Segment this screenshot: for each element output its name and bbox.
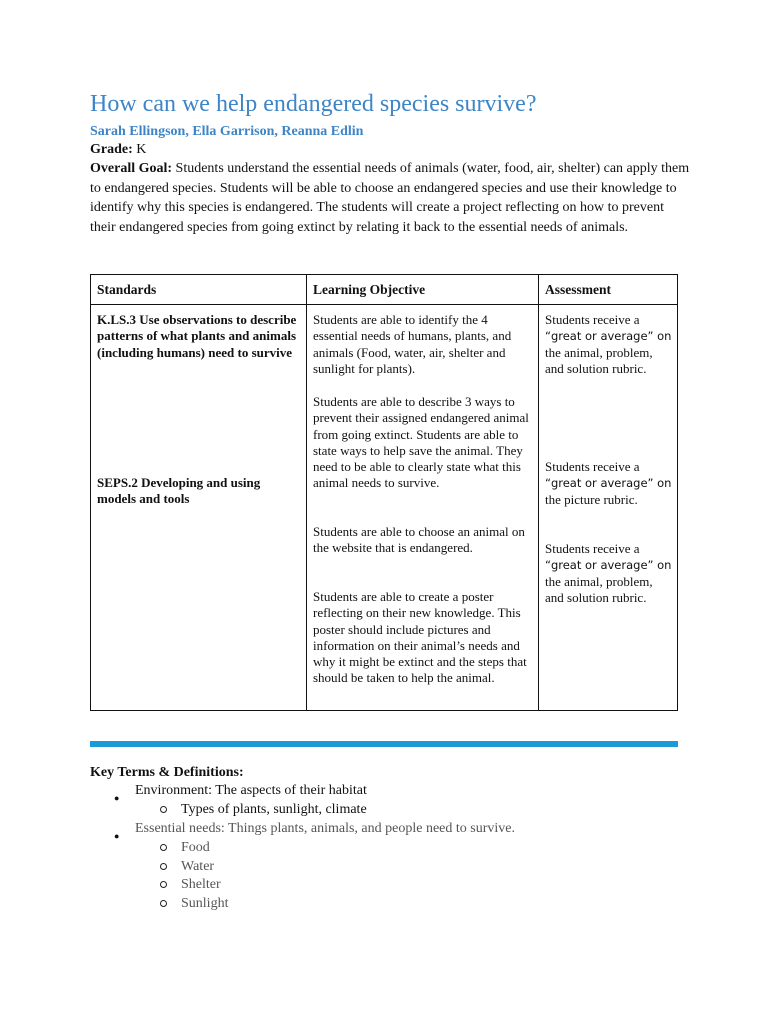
term-environment: Environment: The aspects of their habitat (135, 783, 367, 798)
overall-goal (90, 159, 690, 237)
authors: Sarah Ellingson, Ella Garrison, Reanna Edlin (90, 124, 364, 139)
essential-need-item: Food (181, 840, 210, 855)
objective-4: Students are able to create a poster reflecting on their new knowledge. This poster should include pictures and information on their animal’s needs and why it might be extinct and the steps that should be taken to help the animal. (313, 589, 527, 686)
term-environment-sub: Types of plants, sunlight, climate (181, 802, 367, 817)
circle-bullet-icon (160, 806, 167, 813)
essential-need-item: Shelter (181, 877, 221, 892)
objective-2: Students are able to describe 3 ways to prevent their assigned endangered animal from going extinct. Students are able to state ways to help save the animal. They need to be able to clearly state what this animal needs to survive. (313, 394, 529, 491)
header-learning-objective: Learning Objective (313, 282, 426, 297)
circle-bullet-icon (160, 863, 167, 870)
grade-label: Grade: (90, 142, 133, 157)
standard-seps2: SEPS.2 Developing and using models and tools (97, 475, 261, 507)
section-divider (90, 741, 678, 747)
objective-3: Students are able to choose an animal on the website that is endangered. (313, 524, 525, 556)
assessment-text: Students receive a (545, 459, 640, 474)
assessment-text: Students receive a (545, 312, 640, 327)
key-terms-heading: Key Terms & Definitions: (90, 765, 244, 780)
assessment-quote: “great or average” on (545, 476, 672, 491)
bullet-icon: ● (114, 831, 120, 841)
assessment-3 (545, 541, 673, 606)
goal-label: Overall Goal: (90, 161, 173, 176)
objective-1: Students are able to identify the 4 essential needs of humans, plants, and animals (Food, water, air, shelter and sunlight for plants). (313, 312, 512, 376)
assessment-text: Students receive a (545, 541, 640, 556)
circle-bullet-icon (160, 844, 167, 851)
grade-line (90, 141, 146, 159)
circle-bullet-icon (160, 900, 167, 907)
assessment-1 (545, 312, 673, 377)
circle-bullet-icon (160, 881, 167, 888)
header-standards: Standards (97, 282, 157, 297)
assessment-2 (545, 459, 673, 508)
standard-kls3: K.LS.3 Use observations to describe patterns of what plants and animals (including humans) need to survive (97, 312, 297, 360)
essential-need-item: Sunlight (181, 896, 229, 911)
assessment-quote: “great or average” on (545, 329, 672, 344)
table-divider (538, 275, 539, 710)
table-divider (306, 275, 307, 710)
term-essential-needs: Essential needs: Things plants, animals, and people need to survive. (135, 821, 515, 836)
header-assessment: Assessment (545, 282, 611, 297)
assessment-text: the picture rubric. (545, 491, 638, 507)
page-title: How can we help endangered species survive? (90, 91, 537, 117)
bullet-icon: ● (114, 793, 120, 803)
essential-need-item: Water (181, 859, 215, 874)
assessment-text: the animal, problem, and solution rubric. (545, 573, 653, 605)
goal-text: Students understand the essential needs of animals (water, food, air, shelter) can apply them to endangered species. Students will be able to choose an endangered species and use their knowledge to identify why this species is endangered. The students will create a project reflecting on how to prevent their endangered species from going extinct by relating it back to the essential needs of animals. (90, 161, 690, 235)
table-divider (91, 304, 677, 305)
assessment-text: the animal, problem, and solution rubric. (545, 344, 653, 376)
assessment-quote: “great or average” on (545, 558, 672, 573)
grade-value: K (136, 142, 147, 157)
standards-table (90, 274, 678, 711)
